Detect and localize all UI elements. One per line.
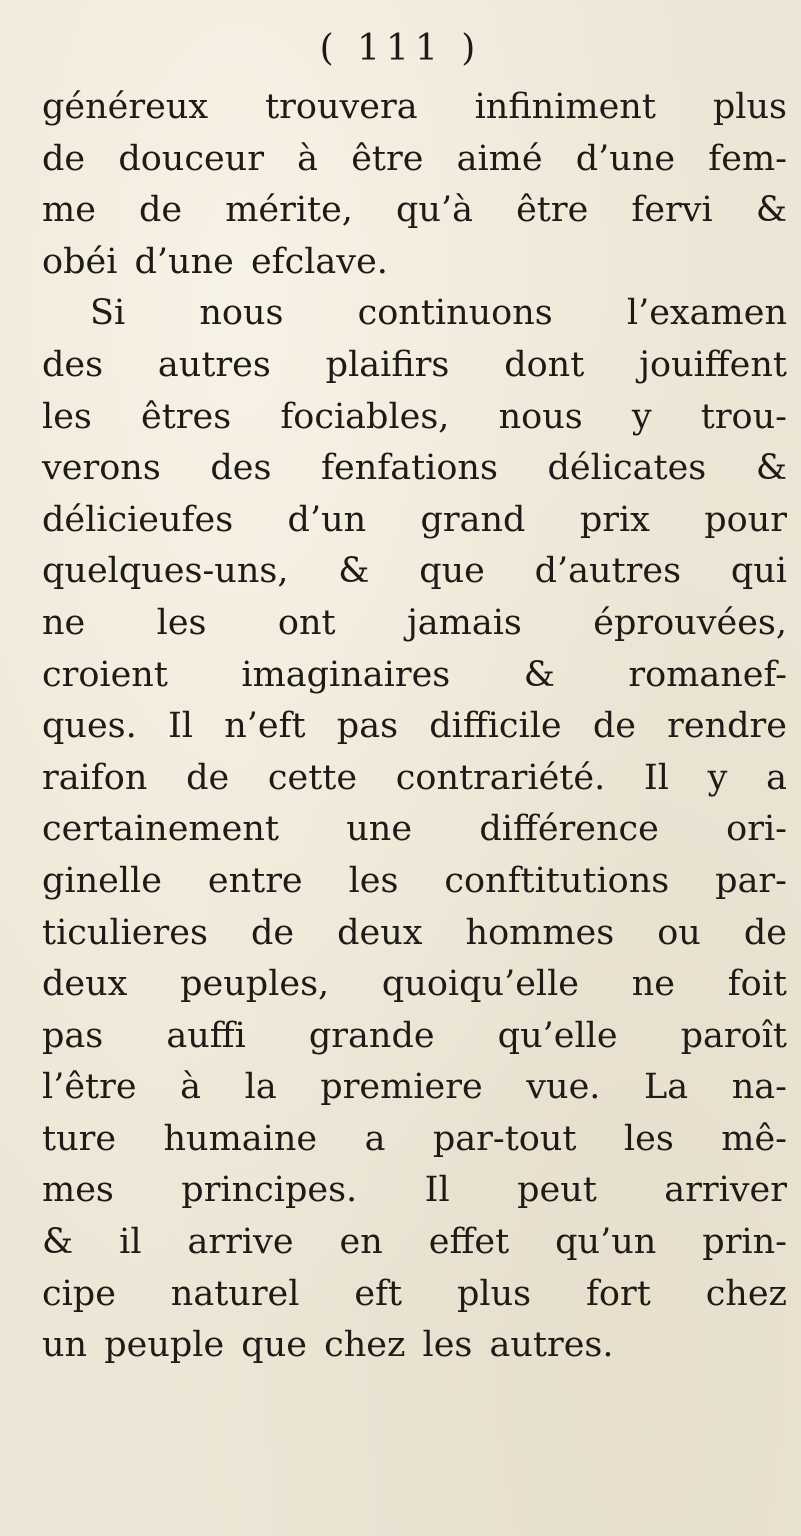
text-line: croient imaginaires & romanef- (42, 654, 787, 695)
text-line: verons des fenfations délicates & (42, 448, 787, 489)
text-line: les êtres fociables, nous y trou- (42, 396, 787, 437)
text-line: quelques-uns, & que d’autres qui (42, 551, 787, 592)
text-line: généreux trouvera infiniment plus (42, 87, 787, 127)
text-line: un peuple que chez les autres. (42, 1325, 614, 1366)
page-body-text (42, 82, 787, 1372)
text-line: ture humaine a par-tout les mê- (42, 1118, 787, 1159)
text-line: mes principes. Il peut arriver (42, 1170, 787, 1211)
text-line: ques. Il n’eft pas difficile de rendre (42, 706, 787, 747)
text-line: & il arrive en effet qu’un prin- (42, 1222, 787, 1263)
text-line: obéi d’une efclave. (42, 241, 388, 282)
paragraph-start-line: Si nous continuons l’examen (90, 293, 787, 334)
text-line: ginelle entre les conftitutions par- (42, 860, 787, 901)
text-line: raifon de cette contrariété. Il y a (42, 757, 787, 798)
text-line: pas auffi grande qu’elle paroît (42, 1015, 787, 1056)
text-line: des autres plaifirs dont jouiffent (42, 344, 787, 385)
text-line: ticulieres de deux hommes ou de (42, 912, 787, 953)
text-line: deux peuples, quoiqu’elle ne foit (42, 964, 787, 1005)
text-line: cipe naturel eft plus fort chez (42, 1273, 787, 1314)
page-number: ( 111 ) (319, 28, 482, 69)
text-line: l’être à la premiere vue. La na- (42, 1067, 787, 1108)
text-line: de douceur à être aimé d’une fem- (42, 138, 787, 179)
text-line: délicieufes d’un grand prix pour (42, 499, 787, 540)
text-line: certainement une différence ori- (42, 809, 787, 850)
text-line: ne les ont jamais éprouvées, (42, 602, 787, 643)
text-line: me de mérite, qu’à être fervi & (42, 190, 787, 231)
